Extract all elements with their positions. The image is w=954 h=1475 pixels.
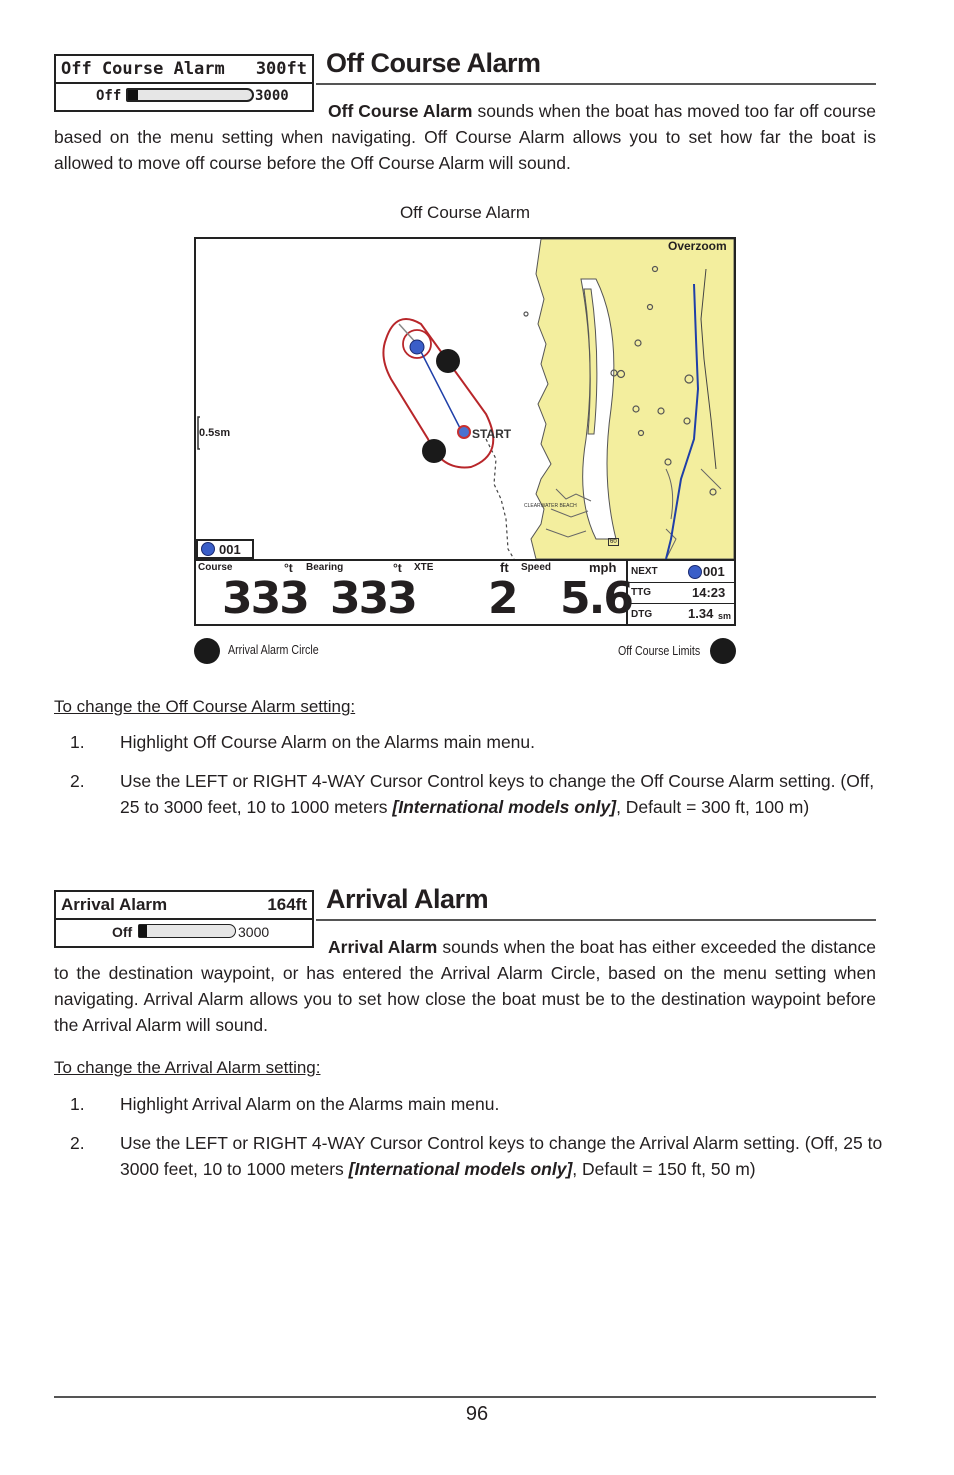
heading-rule xyxy=(316,83,876,85)
step-text-pre: 25 to 3000 feet, 10 to 1000 meters xyxy=(120,797,393,817)
widget-header xyxy=(56,56,312,84)
arrival-description-lead: Arrival Alarm xyxy=(328,937,438,957)
step-text-line2 xyxy=(120,794,809,820)
dtg-row xyxy=(628,603,734,624)
course-label: Course xyxy=(198,562,233,573)
off-course-instructions-title: To change the Off Course Alarm setting: xyxy=(54,697,356,716)
clearwater-label: CLEARWATER BEACH xyxy=(524,503,577,509)
heading-rule xyxy=(316,919,876,921)
step-number: 1. xyxy=(70,732,85,752)
xte-value: 2 xyxy=(488,573,519,624)
waypoint-label-box xyxy=(196,539,254,559)
bearing-label: Bearing xyxy=(306,562,344,573)
speed-label: Speed xyxy=(521,562,552,573)
legend-offcourse-label: Off Course Limits xyxy=(618,643,701,658)
dtg-unit: sm xyxy=(718,611,732,621)
navigation-panel xyxy=(626,561,734,626)
start-label: START xyxy=(472,427,512,441)
overzoom-label: Overzoom xyxy=(668,239,727,253)
widget-value: 300ft xyxy=(255,59,307,79)
land-mainland xyxy=(531,239,734,559)
course-value: 333 xyxy=(222,573,308,624)
arrival-heading: Arrival Alarm xyxy=(326,884,489,914)
arrival-description-text: sounds when the boat has either exceeded the distance to the destination waypoint, or has entered the Arrival Alarm Circle, based on the menu setting when navigating. Arrival Alarm allows you to set how close the boat must be to the destination waypoint before the Arrival Alarm will sound. xyxy=(54,937,876,1035)
xte-unit: ft xyxy=(500,560,509,575)
off-course-step-1 xyxy=(70,729,870,755)
next-label: NEXT xyxy=(631,566,658,577)
dtg-label: DTG xyxy=(631,609,653,620)
off-course-step-2 xyxy=(70,768,875,820)
callout-arrival-circle xyxy=(422,439,446,463)
chart-screen-figure xyxy=(194,237,736,626)
speed-unit: mph xyxy=(589,560,617,575)
step-text-emphasis: [International models only] xyxy=(348,1159,573,1179)
arrival-description xyxy=(54,934,876,1038)
widget-value: 164ft xyxy=(267,895,307,914)
ttg-value: 14:23 xyxy=(692,585,726,600)
dtg-value: 1.34 xyxy=(688,606,714,621)
destination-waypoint xyxy=(410,340,424,354)
off-course-heading: Off Course Alarm xyxy=(326,48,541,78)
hwy-label: 60 xyxy=(610,539,617,545)
step-number: 2. xyxy=(70,771,85,791)
off-course-description-text: sounds when the boat has moved too far off course based on the menu setting when navigating. Off Course Alarm allows you to set how far the boat is allowed to move off course before the Off Course Alarm will sound. xyxy=(54,101,876,173)
arrival-step-2 xyxy=(70,1130,883,1182)
off-course-description-lead: Off Course Alarm xyxy=(328,101,473,121)
widget-off-label: Off xyxy=(112,924,133,940)
page-number: 96 xyxy=(465,1403,489,1425)
widget-header xyxy=(56,892,312,920)
arrival-instructions-title: To change the Arrival Alarm setting: xyxy=(54,1058,321,1077)
legend-offcourse-callout xyxy=(710,638,736,664)
data-bar xyxy=(196,559,734,626)
next-row xyxy=(628,561,734,583)
legend-arrival-callout xyxy=(194,638,220,664)
step-text-line2 xyxy=(120,1156,756,1182)
scale-label: 0.5sm xyxy=(199,427,231,439)
footer-rule xyxy=(54,1396,876,1398)
boat-marker xyxy=(458,426,470,438)
bearing-value: 333 xyxy=(330,573,416,624)
widget-label: Off Course Alarm xyxy=(61,59,225,79)
step-text-post: , Default = 150 ft, 50 m) xyxy=(572,1159,756,1179)
next-waypoint-icon xyxy=(688,565,702,579)
widget-label: Arrival Alarm xyxy=(61,895,168,914)
track-dashed xyxy=(486,439,514,559)
waypoint-label: 001 xyxy=(219,541,241,557)
widget-max-label: 3000 xyxy=(238,924,270,940)
course-unit: °t xyxy=(284,561,293,575)
legend-arrival-label: Arrival Alarm Circle xyxy=(228,642,319,657)
widget-max-label: 3000 xyxy=(255,88,289,104)
next-value: 001 xyxy=(703,564,725,579)
ttg-label: TTG xyxy=(631,587,651,598)
bearing-unit: °t xyxy=(393,561,402,575)
arrival-step-1 xyxy=(70,1091,870,1117)
step-number: 2. xyxy=(70,1133,85,1153)
step-text-post: , Default = 300 ft, 100 m) xyxy=(616,797,810,817)
step-text-line1: Use the LEFT or RIGHT 4-WAY Cursor Control keys to change the Arrival Alarm setting. (Off, 25 to xyxy=(120,1133,883,1153)
xte-label: XTE xyxy=(414,562,434,573)
speed-value: 5.6 xyxy=(560,573,632,624)
step-text: Highlight Off Course Alarm on the Alarms main menu. xyxy=(120,732,536,752)
callout-off-course-limits xyxy=(436,349,460,373)
step-text: Highlight Arrival Alarm on the Alarms main menu. xyxy=(120,1094,500,1114)
waypoint-icon xyxy=(201,542,215,556)
off-course-description xyxy=(54,98,876,176)
step-text-emphasis: [International models only] xyxy=(392,797,617,817)
step-text-line1: Use the LEFT or RIGHT 4-WAY Cursor Control keys to change the Off Course Alarm setting. (Off, xyxy=(120,771,875,791)
step-number: 1. xyxy=(70,1094,85,1114)
figure-caption: Off Course Alarm xyxy=(399,203,531,222)
widget-off-label: Off xyxy=(96,88,122,104)
ttg-row xyxy=(628,582,734,604)
step-text-pre: 3000 feet, 10 to 1000 meters xyxy=(120,1159,349,1179)
